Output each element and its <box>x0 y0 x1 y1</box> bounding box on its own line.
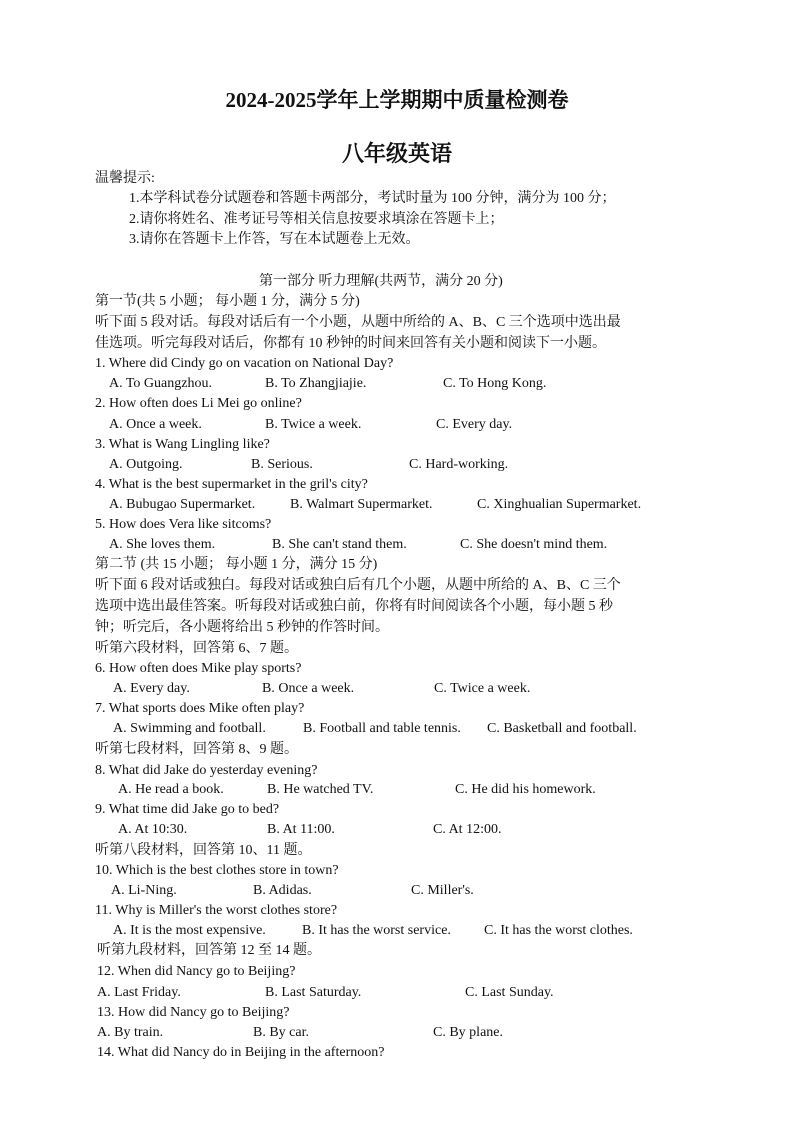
tips-heading: 温馨提示: <box>95 171 155 186</box>
page-title: 2024-2025学年上学期期中质量检测卷 <box>225 88 569 112</box>
option-c: C. Every day. <box>436 417 513 432</box>
tip-item: 1.本学科试卷分试题卷和答题卡两部分，考试时量为 100 分钟，满分为 100 分； <box>129 191 616 206</box>
question-text: 13. How did Nancy go to Beijing? <box>97 1005 290 1020</box>
part-heading: 第一部分 听力理解(共两节，满分 20 分) <box>259 274 503 289</box>
question-text: 10. Which is the best clothes store in town? <box>95 863 339 878</box>
option-a: A. He read a book. <box>118 782 224 797</box>
option-b: B. Once a week. <box>262 681 355 696</box>
option-b: B. She can't stand them. <box>272 537 407 552</box>
section-instructions: 钟；听完后，各小题将给出 5 秒钟的作答时间。 <box>95 620 389 635</box>
tip-item: 2.请你将姓名、准考证号等相关信息按要求填涂在答题卡上； <box>129 212 504 227</box>
material-note: 听第九段材料，回答第 12 至 14 题。 <box>97 943 321 958</box>
option-b: B. Football and table tennis. <box>303 721 461 736</box>
section-instructions: 佳选项。听完每段对话后，你都有 10 秒钟的时间来回答有关小题和阅读下一小题。 <box>95 336 606 351</box>
option-c: C. Hard-working. <box>409 457 509 472</box>
question-text: 5. How does Vera like sitcoms? <box>95 517 272 532</box>
option-c: C. To Hong Kong. <box>443 376 547 391</box>
material-note: 听第七段材料，回答第 8、9 题。 <box>95 742 298 757</box>
option-a: A. She loves them. <box>109 537 216 552</box>
material-note: 听第八段材料，回答第 10、11 题。 <box>95 843 312 858</box>
option-a: A. By train. <box>97 1025 164 1040</box>
option-b: B. Twice a week. <box>265 417 362 432</box>
option-c: C. Basketball and football. <box>487 721 637 736</box>
tip-item: 3.请你在答题卡上作答，写在本试题卷上无效。 <box>129 232 420 247</box>
option-b: B. Walmart Supermarket. <box>290 497 433 512</box>
option-b: B. By car. <box>253 1025 309 1040</box>
option-c: C. He did his homework. <box>455 782 596 797</box>
option-a: A. Bubugao Supermarket. <box>109 497 256 512</box>
option-a: A. At 10:30. <box>118 822 188 837</box>
option-a: A. Li-Ning. <box>111 883 177 898</box>
question-text: 6. How often does Mike play sports? <box>95 661 302 676</box>
option-c: C. Last Sunday. <box>465 985 554 1000</box>
option-b: B. Adidas. <box>253 883 312 898</box>
page-subtitle: 八年级英语 <box>341 141 452 166</box>
option-a: A. Outgoing. <box>109 457 183 472</box>
option-c: C. By plane. <box>433 1025 503 1040</box>
option-c: C. At 12:00. <box>433 822 502 837</box>
option-a: A. Last Friday. <box>97 985 181 1000</box>
question-text: 7. What sports does Mike often play? <box>95 701 305 716</box>
option-a: A. To Guangzhou. <box>109 376 212 391</box>
option-b: B. He watched TV. <box>267 782 374 797</box>
question-text: 11. Why is Miller's the worst clothes store? <box>95 903 338 918</box>
question-text: 1. Where did Cindy go on vacation on National Day? <box>95 356 394 371</box>
section-instructions: 选项中选出最佳答案。听每段对话或独白前，你将有时间阅读各个小题，每小题 5 秒 <box>95 599 613 614</box>
question-text: 9. What time did Jake go to bed? <box>95 802 280 817</box>
option-c: C. Miller's. <box>411 883 474 898</box>
option-a: A. Swimming and football. <box>113 721 266 736</box>
option-b: B. To Zhangjiajie. <box>265 376 367 391</box>
option-a: A. It is the most expensive. <box>113 923 266 938</box>
option-c: C. Twice a week. <box>434 681 531 696</box>
question-text: 14. What did Nancy do in Beijing in the afternoon? <box>97 1045 385 1060</box>
question-text: 2. How often does Li Mei go online? <box>95 396 302 411</box>
question-text: 8. What did Jake do yesterday evening? <box>95 763 318 778</box>
section-heading: 第二节 (共 15 小题； 每小题 1 分，满分 15 分) <box>95 557 378 572</box>
option-b: B. Serious. <box>251 457 313 472</box>
question-text: 3. What is Wang Lingling like? <box>95 437 270 452</box>
option-b: B. Last Saturday. <box>265 985 362 1000</box>
option-c: C. She doesn't mind them. <box>460 537 608 552</box>
option-b: B. It has the worst service. <box>302 923 451 938</box>
option-a: A. Once a week. <box>109 417 202 432</box>
option-a: A. Every day. <box>113 681 190 696</box>
option-c: C. Xinghualian Supermarket. <box>477 497 642 512</box>
question-text: 12. When did Nancy go to Beijing? <box>97 964 296 979</box>
material-note: 听第六段材料，回答第 6、7 题。 <box>95 641 298 656</box>
section-instructions: 听下面 5 段对话。每段对话后有一个小题，从题中所给的 A、B、C 三个选项中选出最 <box>95 315 621 330</box>
section-heading: 第一节(共 5 小题； 每小题 1 分，满分 5 分) <box>95 294 360 309</box>
option-b: B. At 11:00. <box>267 822 335 837</box>
section-instructions: 听下面 6 段对话或独白。每段对话或独白后有几个小题，从题中所给的 A、B、C 三个 <box>95 578 621 593</box>
question-text: 4. What is the best supermarket in the gril's city? <box>95 477 368 492</box>
option-c: C. It has the worst clothes. <box>484 923 633 938</box>
